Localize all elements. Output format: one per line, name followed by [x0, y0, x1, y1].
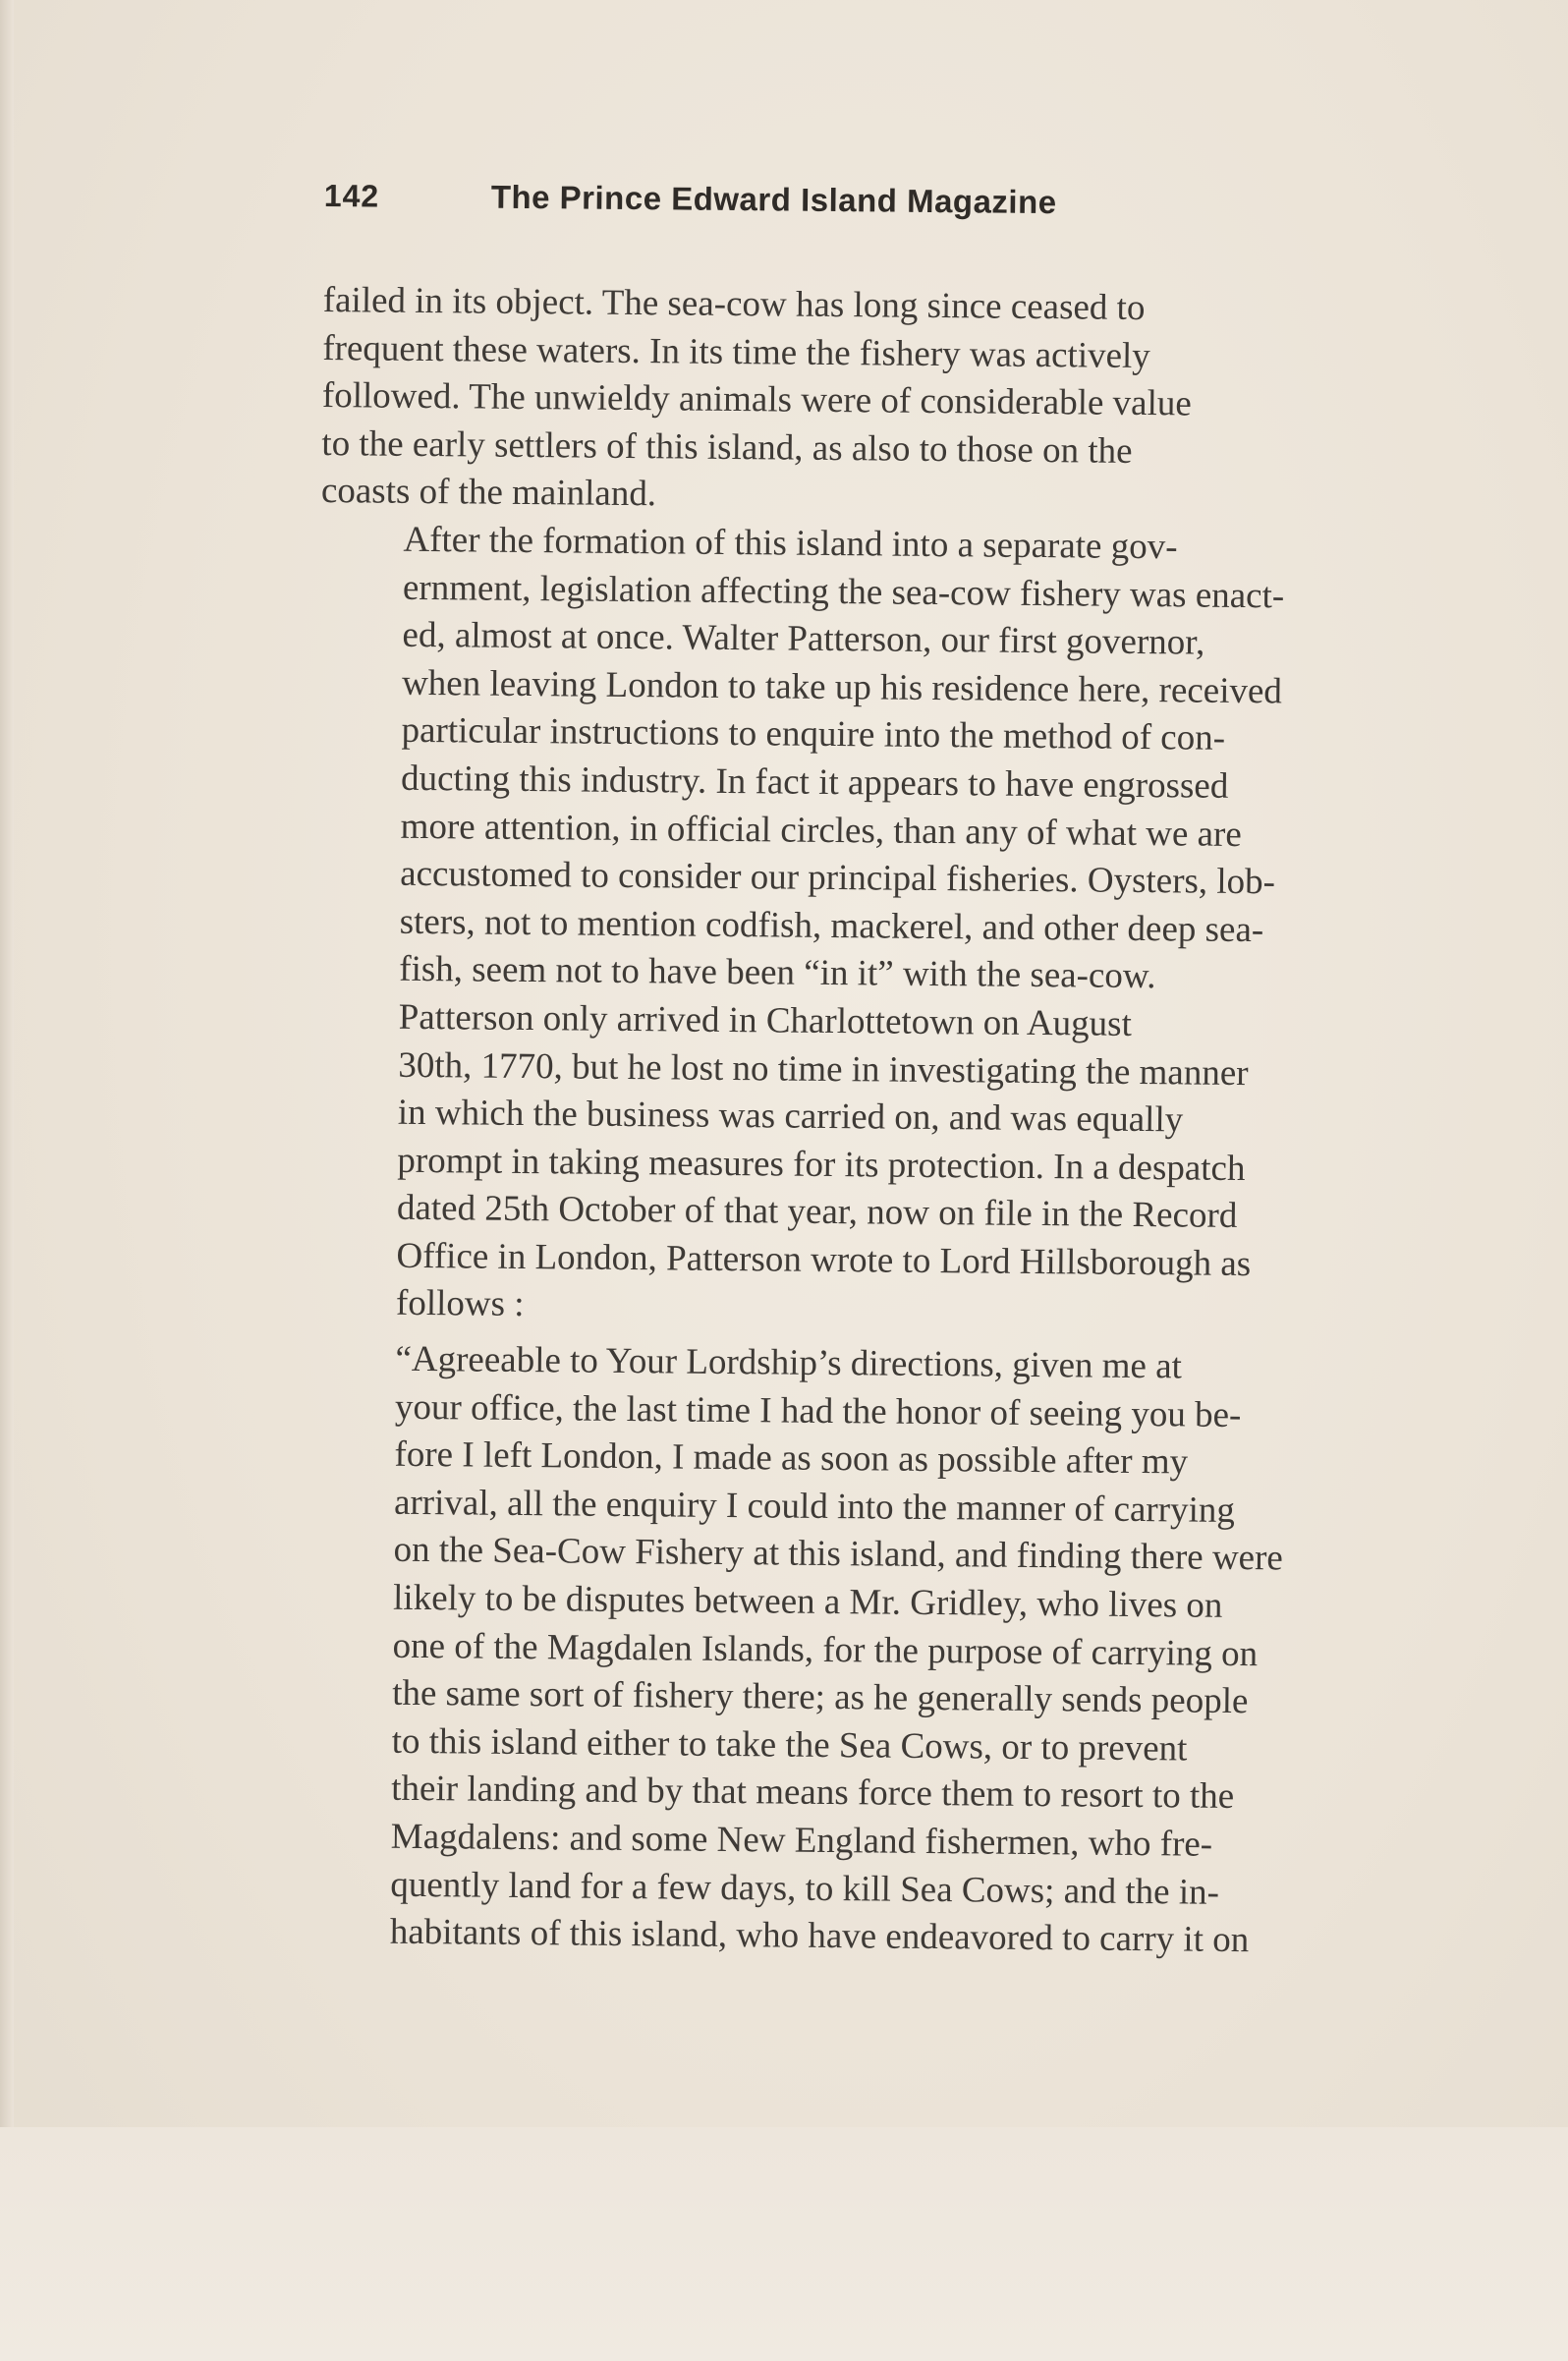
text-line: your office, the last time I had the honor of seeing you be- — [394, 1386, 1242, 1435]
paragraph-3 — [313, 993, 1407, 1338]
text-line: coasts of the mainland. — [320, 471, 657, 515]
text-line: Magdalens: and some New England fishermen, who fre- — [390, 1816, 1213, 1865]
text-line: “Agreeable to Your Lordship’s directions, given me at — [395, 1338, 1183, 1387]
text-line: follows : — [395, 1283, 525, 1325]
text-line: fore I left London, I made as soon as possible after my — [394, 1433, 1189, 1483]
text-line: arrival, all the enquiry I could into the manner of carrying — [393, 1482, 1236, 1531]
text-line: their landing and by that means force them to resort to the — [391, 1769, 1235, 1818]
text-line: when leaving London to take up his residence here, received — [401, 662, 1283, 712]
journal-title: The Prince Edward Island Magazine — [490, 178, 1057, 221]
text-line: likely to be disputes between a Mr. Gridley, who lives on — [392, 1577, 1223, 1626]
text-line: ernment, legislation affecting the sea-cow fishery was enact- — [402, 567, 1285, 616]
running-head — [323, 177, 1415, 266]
text-line: to this island either to take the Sea Cows, or to prevent — [391, 1720, 1188, 1770]
binding-edge — [0, 0, 14, 2361]
text-line: failed in its object. The sea-cow has long since ceased to — [322, 279, 1146, 329]
text-line: Patterson only arrived in Charlottetown on August — [398, 996, 1133, 1044]
text-line: more attention, in official circles, than any of what we are — [400, 806, 1242, 855]
quoted-letter — [308, 1335, 1404, 1966]
text-line: After the formation of this island into a separate gov- — [403, 519, 1178, 568]
text-line: fish, seem not to have been “in it” with the sea-cow. — [399, 949, 1156, 997]
paragraph-2 — [316, 516, 1412, 1004]
text-line: to the early settlers of this island, as also to those on the — [321, 422, 1133, 472]
text-line: prompt in taking measures for its protection. In a despatch — [397, 1140, 1246, 1189]
text-line: one of the Magdalen Islands, for the purpose of carrying on — [392, 1625, 1259, 1674]
paragraph-1 — [321, 277, 1414, 527]
text-line: followed. The unwieldy animals were of considerable value — [321, 375, 1192, 424]
text-line: ducting this industry. In fact it appears to have engrossed — [400, 758, 1229, 807]
text-line: quently land for a few days, to kill Sea Cows; and the in- — [390, 1864, 1220, 1913]
text-line: Office in London, Patterson wrote to Lord Hillsborough as — [396, 1235, 1252, 1284]
page-number: 142 — [323, 177, 380, 214]
bottom-margin — [0, 2127, 1568, 2361]
text-line: 30th, 1770, but he lost no time in investigating the manner — [398, 1044, 1249, 1094]
text-line: on the Sea-Cow Fishery at this island, and finding there were — [393, 1530, 1284, 1579]
text-line: the same sort of fishery there; as he generally sends people — [391, 1672, 1249, 1722]
text-line: frequent these waters. In its time the fishery was actively — [322, 327, 1150, 376]
text-line: particular instructions to enquire into the method of con- — [401, 710, 1226, 759]
text-line: in which the business was carried on, and was equally — [397, 1092, 1184, 1141]
text-line: sters, not to mention codfish, mackerel, and other deep sea- — [399, 901, 1264, 950]
text-line: ed, almost at once. Walter Patterson, our first governor, — [402, 614, 1205, 663]
text-line: habitants of this island, who have endeavored to carry it on — [389, 1911, 1250, 1961]
text-line: dated 25th October of that year, now on file in the Record — [396, 1188, 1238, 1237]
text-block — [308, 177, 1415, 1966]
text-line: accustomed to consider our principal fisheries. Oysters, lob- — [399, 853, 1276, 903]
